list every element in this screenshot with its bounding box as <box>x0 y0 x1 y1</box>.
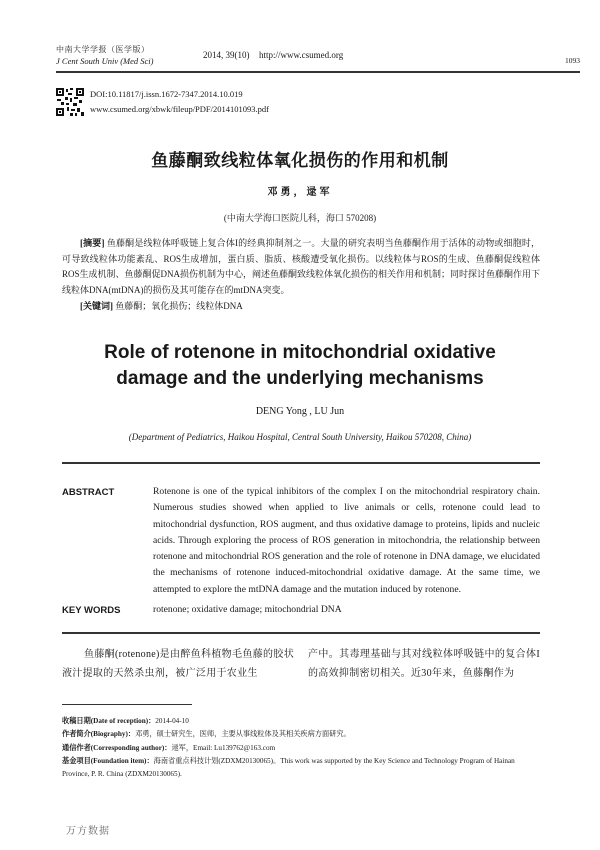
journal-issue: 2014, 39(10) <box>203 50 250 60</box>
affiliation-cn: (中南大学海口医院儿科，海口 570208) <box>223 213 377 223</box>
body-top-rule <box>62 632 540 634</box>
body-column-right: 产中。其毒理基础与其对线粒体呼吸链中的复合体I的高效抑制密切相关。近30年来，鱼藤酮作为 <box>308 649 540 679</box>
header-rule <box>56 71 580 73</box>
authors-en: DENG Yong , LU Jun <box>255 406 345 417</box>
affiliation-en: (Department of Pediatrics, Haikou Hospital, Central South University, Haikou 570208, China) <box>128 432 472 442</box>
journal-name-cn: 中南大学学报（医学版） <box>56 45 150 54</box>
footnote-corresponding-author: 通信作者(Corresponding author)：逯军，Email: Lu139762@163.com <box>62 743 276 752</box>
footnote-foundation: 基金项目(Foundation item)：海南省重点科技计划(ZDXM20130065)。This work was supported by the Key Science and Technology Program of Hainan Province, P. R. China (ZDXM20130065). <box>62 756 515 779</box>
keywords-label-en: KEY WORDS <box>62 605 121 616</box>
title-en-line-2: damage and the underlying mechanisms <box>116 368 484 389</box>
footnote-biography: 作者简介(Biography)：邓勇，硕士研究生，医师，主要从事线粒体及其相关疾病方面研究。 <box>62 730 351 739</box>
running-head <box>56 44 580 76</box>
keywords-text-cn: 鱼藤酮；氧化损伤；线粒体DNA <box>115 301 243 311</box>
abstract-top-rule <box>62 462 540 464</box>
keywords-label-cn: [关键词] <box>80 301 113 311</box>
keywords-text-en: rotenone; oxidative damage; mitochondrial DNA <box>153 604 342 615</box>
abstract-label-cn: [摘要] <box>80 238 105 248</box>
body-column-left: 鱼藤酮(rotenone)是由醉鱼科植物毛鱼藤的胶状液汁提取的天然杀虫剂，被广泛用于农业生 <box>62 649 294 679</box>
authors-cn: 邓勇，逯军 <box>267 187 333 198</box>
pdf-link[interactable]: www.csumed.org/xbwk/fileup/PDF/2014101093.pdf <box>90 104 269 114</box>
title-en-line-1: Role of rotenone in mitochondrial oxidative <box>104 342 496 363</box>
journal-name-en: J Cent South Univ (Med Sci) <box>56 56 154 66</box>
title-en <box>0 340 600 392</box>
page-number: 1093 <box>565 56 580 65</box>
abstract-text-cn: 鱼藤酮是线粒体呼吸链上复合体I的经典抑制剂之一。大量的研究表明当鱼藤酮作用于活体的动物或细胞时，可导致线粒体功能紊乱、ROS生成增加，蛋白质、脂质、核酸遭受氧化损伤。以线粒体与ROS的生成、鱼藤酮促线粒体ROS生成机制、鱼藤酮促DNA损伤机制为中心，阐述鱼藤酮致线粒体氧化损伤的相关作用和机制；同时探讨鱼藤酮作用下线粒体DNA(mtDNA)的损伤及其可能存在的mtDNA突变。 <box>62 238 541 295</box>
abstract-text-en: Rotenone is one of the typical inhibitors of the complex I on the mitochondrial respiratory chain. Numerous studies showed when applied to live animals or cells, rotenone could lead to mitochondrial dysfunction, ROS augment, and thus oxidative damage to proteins, lipids and nucleic acids. Through exploring the process of ROS generation in mitochondria, the relationship between rotenone and mitochondrial ROS generation and the role of rotenone in DNA damage, we elucidated the mechanisms of rotenone induced-mitochondrial oxidative damage. At the same time, we attempted to explore the mtDNA damage and the mutation induced by rotenone. <box>153 486 540 595</box>
qr-code-icon <box>56 88 84 116</box>
watermark: 万方数据 <box>66 826 110 837</box>
footnote-reception-date: 收稿日期(Date of reception)：2014-04-10 <box>62 717 189 725</box>
abstract-label-en: ABSTRACT <box>62 487 115 498</box>
doi-link[interactable]: DOI:10.11817/j.issn.1672-7347.2014.10.019 <box>90 89 243 99</box>
abstract-cn <box>62 236 540 298</box>
footnotes <box>62 715 540 781</box>
title-cn: 鱼藤酮致线粒体氧化损伤的作用和机制 <box>151 151 449 171</box>
keywords-cn <box>80 299 243 312</box>
journal-url[interactable]: http://www.csumed.org <box>259 50 344 60</box>
footnote-rule <box>62 704 192 705</box>
